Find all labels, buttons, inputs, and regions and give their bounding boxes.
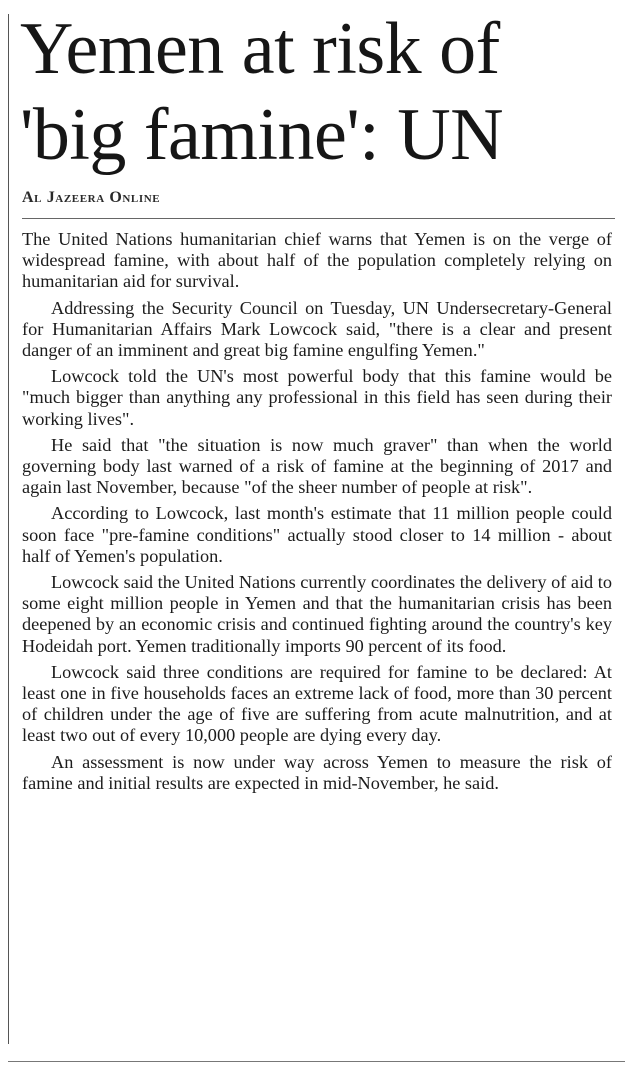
- headline-line-1: Yemen at risk of: [20, 8, 500, 90]
- article-paragraph: Lowcock said the United Nations currently coordinates the delivery of aid to some eight million people in Yemen and that the humanitarian crisis has been deepened by an economic crisis and continued fighting around the country's key Hodeidah port. Yemen traditionally imports 90 percent of its food.: [22, 572, 612, 656]
- column-left-rule: [8, 14, 9, 1044]
- headline-line-2: 'big famine': UN: [20, 94, 504, 176]
- headline: [20, 6, 620, 178]
- article-paragraph: The United Nations humanitarian chief warns that Yemen is on the verge of widespread famine, with about half of the population completely relying on humanitarian aid for survival.: [22, 229, 612, 292]
- page-bottom-rule: [8, 1061, 625, 1062]
- article-paragraph: Lowcock said three conditions are required for famine to be declared: At least one in five households faces an extreme lack of food, more than 30 percent of children under the age of five are suffering from acute malnutrition, and at least two out of every 10,000 people are dying every day.: [22, 661, 612, 746]
- byline: Al Jazeera Online: [22, 189, 161, 206]
- article-paragraph: He said that "the situation is now much graver" than when the world governing body last warned of a risk of famine at the beginning of 2017 and again last November, because "of the sheer number of people at risk".: [22, 434, 612, 498]
- article-body: [22, 229, 612, 799]
- article-paragraph: An assessment is now under way across Yemen to measure the risk of famine and initial results are expected in mid-November, he said.: [22, 751, 612, 793]
- article-paragraph: Lowcock told the UN's most powerful body that this famine would be "much bigger than anything any professional in this field has seen during their working lives".: [22, 366, 612, 429]
- article-paragraph: Addressing the Security Council on Tuesday, UN Undersecretary-General for Humanitarian Affairs Mark Lowcock said, "there is a clear and present danger of an imminent and great big famine engulfing Yemen.": [22, 297, 612, 361]
- article-paragraph: According to Lowcock, last month's estimate that 11 million people could soon face "pre-famine conditions" actually stood closer to 14 million - about half of Yemen's population.: [22, 503, 612, 566]
- byline-divider: [22, 218, 615, 219]
